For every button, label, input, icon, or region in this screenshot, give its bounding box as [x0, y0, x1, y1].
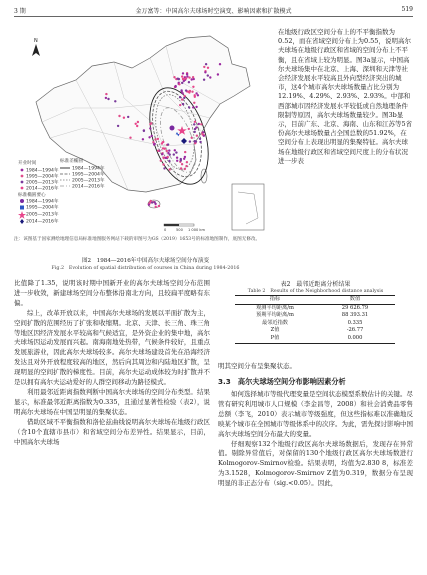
table-row: [235, 320, 395, 328]
issue-number: 3 期: [14, 8, 26, 15]
course-point: [205, 63, 207, 65]
course-point: [118, 115, 120, 117]
course-point: [207, 74, 209, 76]
course-point: [196, 135, 198, 137]
course-point: [180, 167, 182, 169]
course-point: [184, 168, 186, 170]
table-header: 指标: [269, 296, 281, 302]
china-golf-map: [14, 28, 270, 236]
course-point: [161, 153, 163, 155]
table-cell: 29 626.79: [341, 304, 369, 311]
course-point: [193, 123, 195, 125]
course-point: [192, 76, 194, 78]
table-caption-cn: 表2 最邻近距离分析结果: [280, 281, 351, 288]
course-point: [195, 106, 197, 108]
course-point: [174, 149, 176, 151]
course-point: [186, 161, 188, 163]
right-top-paragraph: 在地级行政区空间分布上的不平衡指数为0.52，而在省域空间分布上为0.55，说明高尔夫球场在地级行政区和省域的空间分布上不平衡，且在省域上较为明显。图3a显示，中国高尔夫球场集中在北京、上海、深圳和天津等社会经济发展水平较高且外向型经济突出的城市，这4个城市高尔夫球场数量占比分别为12.19%、4.29%、2.93%、2.93%。中部和西部城市因经济发展水平较低或自然地理条件限制等原因，高尔夫球场数量较少。图3b显示，目前广东、北京、海南、山东和江苏等5省份高尔夫球场数量占全国总数的51.92%，在空间分布上表现出明显的集聚特征。高尔夫球场在地级行政区和省域空间尺度上的分布状况进一步表: [278, 28, 413, 165]
section-heading: 3.3 高尔夫球场空间分布影响因素分析: [218, 377, 346, 386]
course-point: [181, 163, 183, 165]
course-point: [123, 117, 125, 119]
course-point: [194, 121, 196, 123]
course-point: [142, 138, 144, 140]
course-point: [117, 125, 119, 127]
table-cell: 88 393.31: [341, 312, 369, 319]
course-point: [154, 203, 156, 205]
legend-center-title: 标准椭圆要心: [18, 193, 46, 198]
course-point: [185, 77, 187, 79]
course-point: [176, 157, 178, 159]
table-row: [235, 335, 395, 343]
left-para-1: 比值降了1.35，说明该时期中国新开业的高尔夫球场空间分布范围进一步收敛，新建球场空间分布整体沿南北方向，且较扁平度略有东偏。: [14, 279, 210, 307]
course-point: [180, 159, 182, 161]
course-point: [143, 130, 145, 132]
legend-line-2: 1995—2004年: [72, 172, 105, 178]
course-point: [192, 106, 194, 108]
course-point: [157, 150, 159, 152]
course-point: [137, 121, 139, 123]
course-point: [160, 160, 162, 162]
legend-center-1: 1984—1994年: [26, 199, 59, 205]
course-point: [181, 82, 183, 84]
running-header: [14, 4, 413, 17]
course-point: [162, 147, 164, 149]
legend-line-4: 2014—2016年: [72, 184, 105, 190]
course-point: [194, 96, 196, 98]
course-point: [158, 205, 160, 207]
legend-center-3: 2005—2013年: [26, 212, 59, 218]
course-point: [179, 104, 181, 106]
legend-time-1: 1984—1994年: [26, 168, 59, 174]
right-para-a: 明其空间分布呈集聚状态。: [218, 362, 296, 370]
course-point: [188, 106, 190, 108]
svg-text:500: 500: [176, 228, 183, 232]
course-point: [136, 125, 138, 127]
course-point: [207, 67, 209, 69]
course-point: [155, 206, 157, 208]
course-point: [182, 78, 184, 80]
page-number: 519: [401, 6, 413, 13]
course-point: [167, 143, 169, 145]
course-point: [184, 151, 186, 153]
course-point: [105, 97, 107, 99]
course-point: [181, 75, 183, 77]
course-point: [129, 137, 131, 139]
center-1984-1994: [170, 126, 175, 131]
table-cell: 0.000: [347, 334, 363, 341]
course-point: [209, 76, 211, 78]
running-title: 金万富等：中国高尔夫球场时空演变、影响因素和扩散模式: [135, 8, 292, 15]
course-point: [166, 150, 168, 152]
figure-caption-cn: 图2 1984—2016年中国高尔夫球场空间分布演变: [81, 258, 210, 264]
right-para-b1: 如何选择城市等级代理变量是空间状态模型系数估计的关键。尽管有研究利用城市人口规模（李金昌等，2008）和社会消费品零售总额（李飞，2010）表示城市等级强度，但这些指标难以准确地反映某个城市在全国城市等级体系中的次序。为此，需先探讨影响中国高尔夫球场空间分布最大的变量。: [218, 390, 413, 438]
course-point: [177, 78, 179, 80]
course-point: [203, 79, 205, 81]
course-point: [194, 140, 196, 142]
course-point: [185, 89, 187, 91]
right-column-b: [218, 390, 413, 489]
course-point: [186, 73, 188, 75]
course-point: [178, 83, 180, 85]
left-column: [14, 279, 210, 447]
course-point: [175, 151, 177, 153]
table-cell: P值: [270, 334, 280, 341]
course-point: [200, 123, 202, 125]
course-point: [189, 90, 191, 92]
course-point: [154, 143, 156, 145]
course-point: [195, 92, 197, 94]
course-point: [114, 100, 116, 102]
course-point: [188, 76, 190, 78]
table-header-row: [235, 296, 395, 305]
course-point: [217, 73, 219, 75]
course-point: [194, 131, 196, 133]
course-point: [150, 122, 152, 124]
legend-line-3: 2005—2013年: [72, 178, 105, 184]
course-point: [191, 78, 193, 80]
course-point: [151, 135, 153, 137]
course-point: [189, 140, 191, 142]
table-cell: 观测平均距离/m: [256, 304, 294, 311]
course-point: [154, 138, 156, 140]
map-svg: [14, 28, 270, 236]
course-point: [135, 123, 137, 125]
course-point: [173, 153, 175, 155]
course-point: [162, 163, 164, 165]
course-point: [219, 63, 221, 65]
course-point: [181, 98, 183, 100]
right-para-b2: 仔细观察132个地级行政区高尔夫球场数据后，发现存在异常值。剔除异常值后，对保留的130个地级行政区高尔夫球场数进行Kolmogorov-Smirnov检验。结果表明，均值为2.830 8，标准差为3.1528，Kolmogorov-Smirnov Z值为0.319，数据分布呈现明显的非正态分布（sig.<0.05）。因此，: [218, 439, 413, 488]
svg-text:0: 0: [164, 228, 167, 232]
legend-time-title: 开业时间: [18, 161, 37, 166]
legend-center-2: 1995—2004年: [26, 205, 59, 211]
table-cell: 预期平均距离/m: [256, 312, 294, 319]
course-point: [193, 102, 195, 104]
course-point: [191, 91, 193, 93]
course-point: [169, 168, 171, 170]
course-point: [182, 103, 184, 105]
svg-text:N: N: [34, 38, 38, 44]
course-point: [107, 98, 109, 100]
course-point: [188, 128, 190, 130]
left-para-3: 利用最邻近距离指数判断中国高尔夫球场的空间分布类型。结果显示，标准最邻近距离指数为0.335，且通过显著性检验（表2），说明高尔夫球场在中国呈明显的集聚状态。: [14, 387, 210, 416]
course-point: [149, 127, 151, 129]
course-point: [183, 95, 185, 97]
course-point: [163, 167, 165, 169]
course-point: [162, 141, 164, 143]
course-point: [192, 86, 194, 88]
course-point: [157, 138, 159, 140]
course-point: [127, 116, 129, 118]
course-point: [105, 93, 107, 95]
legend-time-2: 1995—2004年: [26, 174, 59, 180]
course-point: [165, 157, 167, 159]
course-point: [167, 152, 169, 154]
course-point: [199, 141, 201, 143]
course-point: [198, 123, 200, 125]
legend-time-4: 2014—2016年: [26, 186, 59, 192]
table-cell: Z值: [270, 327, 280, 334]
legend-line-1: 1984—1994年: [72, 166, 105, 172]
left-para-2: 综上，改革开放以来，中国高尔夫球场的发展以平面扩散为主，空间扩散的范围经历了扩张和收缩期。北京、天津、长三角、珠三角等地区因经济发展水平较高和气候适宜，是外资企业的集中地，高尔夫球场因运动发展而兴起。南海南地处热带，气候条件较好，且重点发展旅游业，因此高尔夫球场较多。高尔夫球场建设首先在沿海经济发达且对外开放程度较高的地区，然后向其周边和内陆地区扩散，呈现明显的空间扩散的梯度性。目前，高尔夫运动成体较为时扩散并不是以拥有高尔夫运动爱好的人群空间移动为路径模式。: [14, 308, 210, 387]
svg-text:1 000 km: 1 000 km: [188, 228, 206, 232]
course-point: [188, 81, 190, 83]
course-point: [185, 165, 187, 167]
course-point: [199, 138, 201, 140]
table-cell: 0.335: [347, 319, 363, 326]
table-cell: 最邻近指数: [262, 319, 288, 326]
legend-center-4: 2014—2016年: [26, 219, 59, 225]
course-point: [176, 160, 178, 162]
course-point: [201, 133, 203, 135]
course-point: [191, 137, 193, 139]
course-point: [203, 66, 205, 68]
legend-line-title: 标准差椭圆: [60, 159, 83, 164]
course-point: [148, 136, 150, 138]
course-point: [150, 200, 152, 202]
left-para-4: 借助区域不平衡指数和洛伦兹曲线说明高尔夫球场在地级行政区（含10个直辖市县市）和省域空间分布差异性。结果显示，目前，中国高尔夫球场: [14, 417, 210, 446]
table-cell: -26.77: [346, 327, 364, 334]
course-point: [168, 160, 170, 162]
course-point: [202, 131, 204, 133]
figure-note: 注：该图基于国家测绘地理信息局标准地图服务网站下载的审图号为GS（2019）1653号的标准地图制作，底图无修改。: [14, 237, 261, 242]
table-header: 数值: [349, 296, 361, 302]
legend-time-3: 2005—2013年: [26, 180, 59, 186]
course-point: [179, 96, 181, 98]
course-point: [173, 76, 175, 78]
course-point: [195, 126, 197, 128]
course-point: [204, 71, 206, 73]
figure-caption-en: Fig.2 Evolution of spatial distribution of courses in China during 1984-2016: [51, 266, 240, 271]
table-row: [235, 327, 395, 335]
course-point: [174, 86, 176, 88]
table-row: [235, 312, 395, 320]
course-point: [168, 149, 170, 151]
nn-table: [235, 295, 395, 344]
course-point: [181, 90, 183, 92]
course-point: [182, 72, 184, 74]
course-point: [184, 156, 186, 158]
table-caption-en: Table 2 Results of the Neighborhood distance analysis: [247, 289, 384, 294]
